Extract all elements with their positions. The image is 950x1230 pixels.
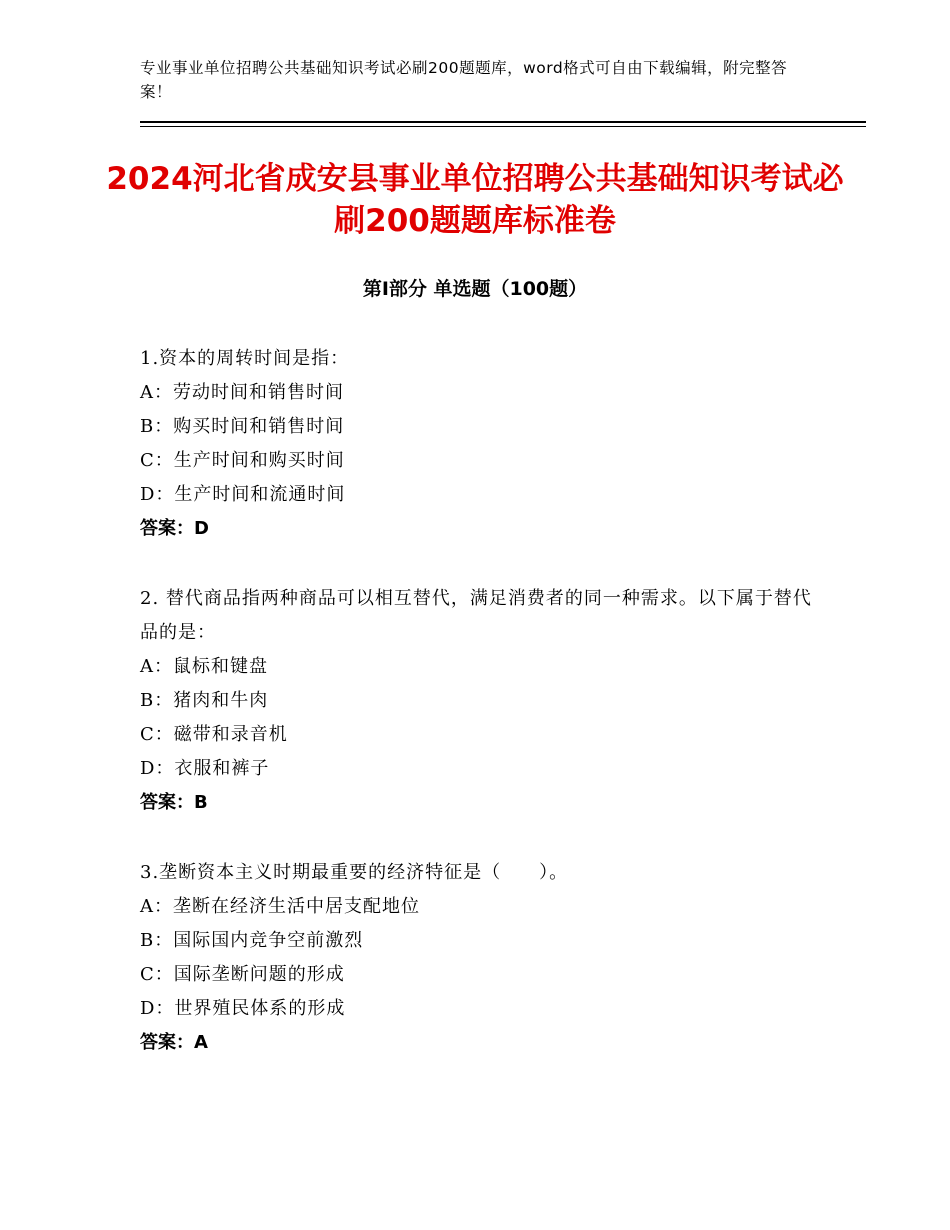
header-note: 专业事业单位招聘公共基础知识考试必刷200题题库，word格式可自由下载编辑，附完整答案！ [140, 59, 788, 101]
option-a: A：鼠标和键盘 [140, 656, 268, 677]
option-a: A：劳动时间和销售时间 [140, 382, 344, 403]
question-stem: 3.垄断资本主义时期最重要的经济特征是（ ）。 [140, 862, 569, 883]
option-d: D：衣服和裤子 [140, 758, 270, 779]
option-c: C：生产时间和购买时间 [140, 450, 345, 471]
option-d: D：生产时间和流通时间 [140, 484, 346, 505]
option-b: B：购买时间和销售时间 [140, 416, 345, 437]
option-c: C：磁带和录音机 [140, 724, 288, 745]
option-c: C：国际垄断问题的形成 [140, 964, 345, 985]
spacer [140, 546, 820, 582]
spacer [140, 820, 820, 856]
question-stem: 1.资本的周转时间是指： [140, 348, 350, 369]
question-list [140, 342, 820, 1060]
document-title: 2024河北省成安县事业单位招聘公共基础知识考试必刷200题题库标准卷 [106, 161, 844, 239]
option-b: B：国际国内竞争空前激烈 [140, 930, 364, 951]
answer: 答案：D [140, 518, 209, 539]
question-stem: 2. 替代商品指两种商品可以相互替代，满足消费者的同一种需求。以下属于替代品的是： [140, 588, 812, 643]
option-d: D：世界殖民体系的形成 [140, 998, 346, 1019]
answer: 答案：A [140, 1032, 208, 1053]
option-a: A：垄断在经济生活中居支配地位 [140, 896, 420, 917]
answer: 答案：B [140, 792, 208, 813]
header-divider-thick [140, 121, 866, 123]
question-1 [140, 342, 820, 546]
question-3 [140, 856, 820, 1060]
header-divider-thin [140, 126, 866, 127]
option-b: B：猪肉和牛肉 [140, 690, 269, 711]
question-2 [140, 582, 820, 820]
section-title: 第Ⅰ部分 单选题（100题） [362, 278, 588, 300]
